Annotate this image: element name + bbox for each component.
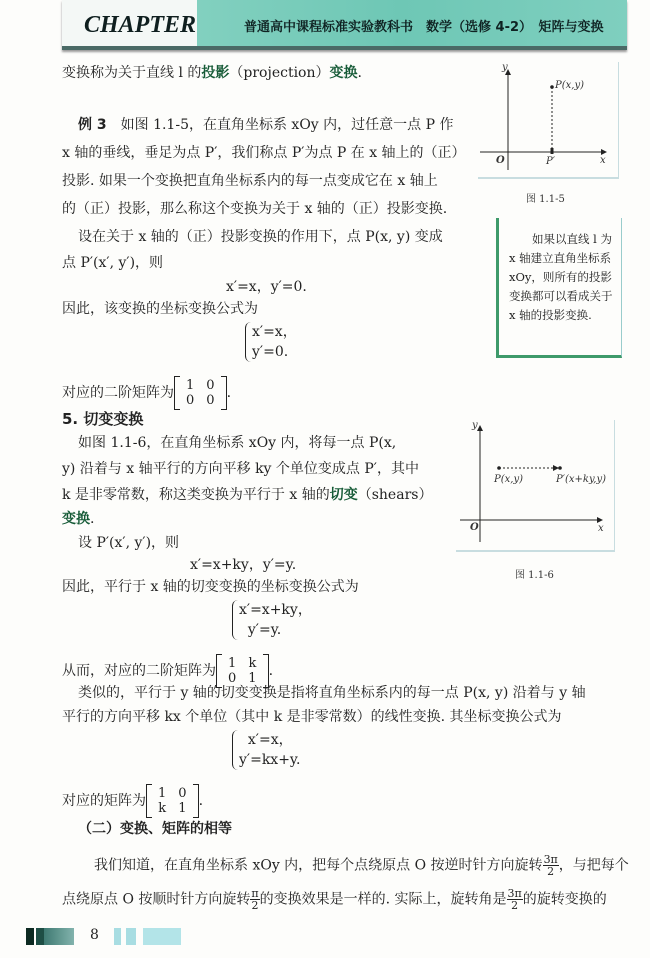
text-line: 变换. [62, 511, 95, 527]
text-line: 点绕原点 O 按顺时针方向旋转 $\frac{\pi}{2}$ 的变换效果是一样的. 实际上，旋转角是 $\frac{3\pi}{2}$ 的旋转变换的 [62, 887, 607, 912]
label-p-prime: P′(x+ky,y) [556, 474, 607, 485]
point-p-prime [558, 466, 562, 470]
footer-bar [26, 928, 34, 945]
footer-bar [36, 928, 44, 945]
text-line: 对应的二阶矩阵为 1 0 0 0 . [62, 378, 232, 408]
section-heading: 5. 切变变换 [62, 410, 144, 428]
equation-system: x′=x， y′=0. [245, 322, 297, 362]
label-p: P(x,y) [494, 474, 523, 485]
text-line: 因此，平行于 x 轴的切变变换的坐标变换公式为 [62, 579, 359, 595]
x-axis-label: x [598, 523, 604, 534]
example-3: 例 3 如图 1.1-5，在直角坐标系 xOy 内，过任意一点 P 作 [78, 117, 454, 133]
label-p: P(x,y) [555, 80, 584, 91]
x-axis-label: x [600, 155, 606, 166]
footer-bar [126, 928, 136, 945]
margin-note: 如果以直线 l 为 x 轴建立直角坐标系 xOy，则所有的投影变换都可以看成关于 x 轴的投影变换. [496, 218, 622, 358]
point-p [497, 466, 501, 470]
origin-label: O [470, 522, 479, 533]
y-axis-label: y [502, 62, 508, 73]
figure-caption: 图 1.1-5 [526, 194, 565, 205]
label-p-prime: P′ [546, 156, 555, 167]
figure-caption: 图 1.1-6 [515, 570, 554, 581]
text-line: 我们知道，在直角坐标系 xOy 内，把每个点绕原点 O 按逆时针方向旋转 $\frac{3\pi}{2}$ ，与把每个 [94, 853, 629, 878]
footer-bar [44, 928, 74, 945]
text-line: y) 沿着与 x 轴平行的方向平移 ky 个单位变成点 P′，其中 [62, 461, 419, 477]
text-line: 如图 1.1-6，在直角坐标系 xOy 内，将每一点 P(x, [78, 435, 397, 451]
point-p-prime [551, 148, 554, 154]
chapter-header [62, 0, 627, 50]
chapter-label: CHAPTER [84, 12, 197, 38]
equation-system: x′=x， y′=kx+y. [232, 730, 300, 770]
matrix: 1 0 0 0 [174, 376, 227, 410]
fraction: $\frac{\pi}{2}$ [251, 887, 259, 912]
section-heading: （二）变换、矩阵的相等 [78, 821, 232, 837]
figure-1-1-6 [456, 420, 615, 552]
text-line: x 轴的垂线，垂足为点 P′，我们称点 P′为点 P 在 x 轴上的（正） [62, 145, 466, 161]
text-line: 变换称为关于直线 l 的投影（projection）变换. [62, 65, 362, 81]
text-line: 点 P′(x′, y′)，则 [62, 255, 164, 271]
text-line: 类似的，平行于 y 轴的切变变换是指将直角坐标系内的每一点 P(x, y) 沿着与 y 轴 [78, 685, 586, 701]
equation-system: x′=x+ky， y′=y. [232, 600, 312, 640]
figure-1-1-5 [478, 62, 619, 179]
text-line: 对应的矩阵为 1 0 k 1 . [62, 786, 204, 816]
book-title: 普通高中课程标准实验教科书 数学（选修 4-2） 矩阵与变换 [244, 20, 604, 35]
shear-diagram [456, 420, 614, 550]
text-line: 从而，对应的二阶矩阵为 1 k 0 1 . [62, 656, 274, 686]
text-line: 因此，该变换的坐标变换公式为 [62, 301, 258, 317]
page-number: 8 [90, 927, 99, 943]
matrix: 1 0 k 1 [146, 784, 199, 818]
point-p [550, 85, 554, 89]
footer-bar [143, 928, 181, 945]
text-line: 平行的方向平移 kx 个单位（其中 k 是非零常数）的线性变换. 其坐标变换公式为 [62, 709, 562, 725]
fraction: $\frac{3\pi}{2}$ [543, 853, 558, 878]
text-line: 的（正）投影，那么称这个变换为关于 x 轴的（正）投影变换. [62, 201, 448, 217]
matrix: 1 k 0 1 [216, 654, 269, 688]
text-line: 设 P′(x′, y′)，则 [78, 535, 180, 551]
text-line: k 是非零常数，称这类变换为平行于 x 轴的切变（shears） [62, 487, 433, 503]
text-line: 投影. 如果一个变换把直角坐标系内的每一点变成它在 x 轴上 [62, 173, 438, 189]
equation: x′=x，y′=0. [226, 279, 307, 295]
equation: x′=x+ky，y′=y. [190, 557, 297, 573]
footer-bar [114, 928, 121, 945]
text-line: 设在关于 x 轴的（正）投影变换的作用下，点 P(x, y) 变成 [78, 229, 443, 245]
fraction: $\frac{3\pi}{2}$ [507, 887, 522, 912]
y-axis-label: y [472, 420, 478, 431]
example-label: 例 3 [78, 117, 107, 133]
origin-label: O [496, 155, 505, 166]
